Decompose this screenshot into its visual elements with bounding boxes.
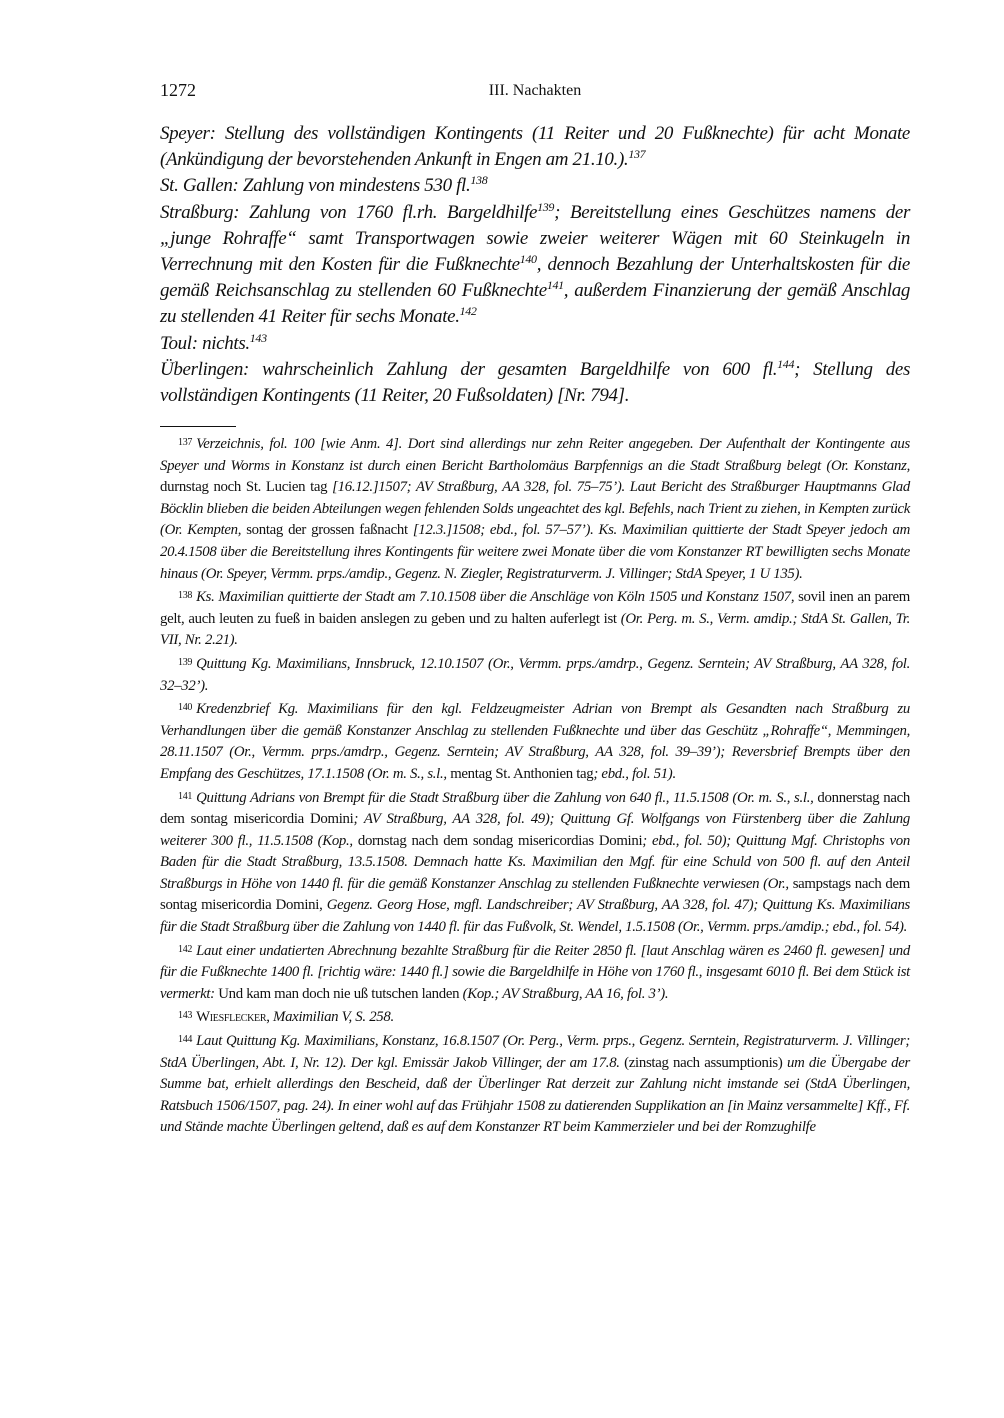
footnote-number: 139 bbox=[178, 656, 193, 668]
footnote-reference: 138 bbox=[470, 173, 488, 188]
footnote-reference: 140 bbox=[519, 252, 537, 267]
footnote-text: Gegenz. Georg Hose, mgfl. Landschreiber; AV Straßburg, AA 328, fol. 47); Quittung Ks. Maximilians für die Stadt Straßburg über die Zahlung von 1440 fl. für das Fußvolk, St. Wendel, 1.5.1508 (Or., Vermm. prps./amdip.; ebd., fol. 54). bbox=[160, 897, 911, 936]
footnote-text: Und kam man doch nie uß tutschen landen bbox=[218, 985, 463, 1002]
footnote-text: (Or. Perg. m. S., Verm. amdip.; StdA St. Gallen, Tr. VII, Nr. 2.21). bbox=[160, 610, 910, 649]
entry-text: St. Gallen: Zahlung von mindestens 530 fl. bbox=[160, 175, 471, 197]
footnote-text: dornstag nach dem sondag misericordias Domini bbox=[357, 832, 643, 849]
footnote-text: , bbox=[266, 1009, 274, 1026]
footnote bbox=[160, 432, 910, 585]
footnote-text: ; ebd., fol. 51). bbox=[593, 765, 676, 782]
footnote-text: (zinstag nach assumptionis) bbox=[624, 1054, 787, 1071]
footnote-text: um die Übergabe der Summe bat, erhielt allerdings den Bescheid, daß der Überlinger Rat derzeit zur Zahlung nicht imstande sei (StdA Überlingen, Ratsbuch 1506/1507, pag. 24). In einer wohl auf das Frühjahr 1508 zu datierenden Supplikation an [in Mainz versammelte] Kff., Ff. und Stände machte Überlingen geltend, daß es auf dem Konstanzer RT beim Kammerzieler und bei der Romzughilfe bbox=[160, 1054, 910, 1136]
footnote-text: donnerstag nach dem sontag misericordia Domini bbox=[160, 789, 910, 828]
entry-text: , außerdem Finanzierung der gemäß Anschlag zu stellenden 41 Reiter für sechs Monate. bbox=[160, 280, 910, 328]
footnote-text: ; AV Straßburg, AA 328, fol. 49); Quittung Gf. Wolfgangs von Fürstenberg über die Zahlung weiterer 300 fl., 11.5.1508 (Kop., bbox=[160, 811, 910, 849]
running-head: III. Nachakten bbox=[488, 82, 582, 99]
footnote-number: 142 bbox=[178, 943, 193, 955]
entry-text: ; Bereitstellung eines Geschützes namens der „junge Rohraffe“ samt Transportwagen sowie zweier weiterer Wägen mit 60 Steinkugeln in Verrechnung mit den Kosten für die Fußknechte bbox=[160, 201, 910, 276]
footnote-number: 137 bbox=[178, 437, 193, 448]
entry-text: Überlingen: wahrscheinlich Zahlung der gesamten Bargeldhilfe von 600 fl. bbox=[160, 358, 778, 380]
entry-text: , dennoch Bezahlung der Unterhaltskosten für die gemäß Reichsanschlag zu stellenden 60 Fußknechte bbox=[160, 254, 910, 302]
main-entry bbox=[160, 173, 910, 199]
footnotes bbox=[160, 432, 910, 1139]
footnote bbox=[160, 1005, 910, 1029]
footnote bbox=[160, 652, 910, 697]
entry-text: Toul: nichts. bbox=[160, 332, 250, 354]
footnote bbox=[160, 585, 910, 652]
footnote-number: 140 bbox=[178, 702, 193, 714]
footnote-text: Laut Quittung Kg. Maximilians, Konstanz, 16.8.1507 (Or. Perg., Verm. prps., Gegenz. Serntein, Registraturverm. J. Villinger; StdA Überlingen, Abt. I, Nr. 12). Der kgl. Emissär Jakob Villinger, der am 17.8. bbox=[160, 1033, 910, 1071]
footnote-text: sovil inen an parem gelt, auch leuten zu fueß in baiden anslegen zu geben und zu halten auferlegt ist bbox=[160, 589, 910, 627]
main-entry bbox=[160, 357, 910, 409]
footnote-text: Laut einer undatierten Abrechnung bezahlte Straßburg für die Reiter 2850 fl. [laut Anschlag wären es 2460 fl. gewesen] und für die Fußknechte 1400 fl. [richtig wäre: 1440 fl.] sowie die Bargeldhilfe in Höhe von 1760 fl., insgesamt 6010 fl. Bei dem Stück ist vermerkt: bbox=[160, 942, 910, 1002]
footnote-text: Kredenzbrief Kg. Maximilians für den kgl. Feldzeugmeister Adrian von Brempt als Gesandten nach Straßburg zu Verhandlungen über die gemäß Konstanzer Anschlag zu stellenden Fußknechte und über das Geschütz „Rohraffe“, Memmingen, 28.11.1507 (Or., Vermm. prps./amdrp., Gegenz. Serntein; AV Straßburg, AA 328, fol. 39–39’); Reversbrief Brempts über den Empfang des Geschützes, 17.1.1508 (Or. m. S., s.l., bbox=[160, 701, 910, 782]
footnote-reference: 143 bbox=[249, 330, 267, 345]
footnote-text: (Kop.; AV Straßburg, AA 16, fol. 3’). bbox=[462, 985, 669, 1002]
main-entry bbox=[160, 331, 910, 357]
footnote-number: 141 bbox=[178, 790, 193, 802]
page-number: 1272 bbox=[160, 80, 196, 100]
footnote-text: sampstags nach dem sontag misericordia Domini, bbox=[160, 875, 910, 914]
footnote-text: Quittung Adrians von Brempt für die Stadt Straßburg über die Zahlung von 640 fl., 11.5.1508 (Or. m. S., s.l., bbox=[196, 789, 818, 806]
footnote-text: [16.12.]1507; AV Straßburg, AA 328, fol. 75–75’). Laut Bericht des Straßburger Hauptmanns Glad Böcklin blieben die beiden Abteilungen wegen fehlenden Solds ungeachtet des kgl. Befehls, nach Trient zu ziehen, in Kempten zurück (Or. Kempten, bbox=[160, 479, 910, 539]
footnote-text: sontag der grossen faßnacht bbox=[246, 522, 413, 539]
footnote-text: Ks. Maximilian quittierte der Stadt am 7.10.1508 über die Anschläge von Köln 1505 und Konstanz 1507, bbox=[196, 589, 799, 606]
footnote bbox=[160, 786, 910, 939]
footnote-text: [12.3.]1508; ebd., fol. 57–57’). Ks. Maximilian quittierte der Stadt Speyer jedoch am 20.4.1508 über die Bereitstellung ihres Kontingents für weitere zwei Monate über die vom Konstanzer RT bewilligten sechs Monate hinaus (Or. Speyer, Vermm. prps./amdip., Gegenz. N. Ziegler, Registraturverm. J. Villinger; StdA Speyer, 1 U 135). bbox=[160, 522, 910, 582]
main-text bbox=[160, 121, 910, 409]
footnote-text: mentag St. Anthonien tag bbox=[450, 765, 594, 782]
page-header bbox=[160, 80, 910, 106]
footnote-number: 144 bbox=[178, 1034, 193, 1046]
footnote bbox=[160, 1029, 910, 1139]
footnote-reference: 139 bbox=[537, 199, 555, 214]
footnote-number: 143 bbox=[178, 1010, 193, 1022]
footnote-text: ; ebd., fol. 50); Quittung Mgf. Christophs von Baden für die Stadt Straßburg, 13.5.1508. Demnach hatte Ks. Maximilian den Mgf. für eine Schuld von 500 fl. auf den Anteil Straßburgs in Höhe von 1440 fl. für die gemäß Konstanzer Anschlag zu stellenden Fußknechte verwiesen (Or., bbox=[160, 832, 910, 892]
footnote bbox=[160, 697, 910, 785]
footnote-text: Verzeichnis, fol. 100 [wie Anm. 4]. Dort sind allerdings nur zehn Reiter angegeben. Der Aufenthalt der Kontingente aus Speyer und Worms in Konstanz ist durch einen Bericht Bartholomäus Barpfennigs an die Stadt Straßburg belegt (Or. Konstanz, bbox=[160, 436, 910, 474]
entry-text: Speyer: Stellung des vollständigen Kontingents (11 Reiter und 20 Fußknechte) für acht Monate (Ankündigung der bevorstehenden Ankunft in Engen am 21.10.). bbox=[160, 123, 910, 171]
main-entry bbox=[160, 121, 910, 173]
footnote-reference: 141 bbox=[546, 278, 564, 293]
footnote-text: Maximilian V, S. 258. bbox=[273, 1009, 394, 1026]
footnote-number: 138 bbox=[178, 590, 193, 602]
footnote-rule bbox=[160, 426, 236, 427]
footnote-reference: 144 bbox=[777, 356, 795, 371]
footnote-reference: 137 bbox=[628, 147, 646, 162]
footnote-reference: 142 bbox=[459, 304, 477, 319]
footnote-text: Wiesflecker bbox=[196, 1009, 267, 1026]
entry-text: ; Stellung des vollständigen Kontingents (11 Reiter, 20 Fußsoldaten) [Nr. 794]. bbox=[160, 358, 910, 407]
footnote-text: Quittung Kg. Maximilians, Innsbruck, 12.10.1507 (Or., Vermm. prps./amdrp., Gegenz. Serntein; AV Straßburg, AA 328, fol. 32–32’). bbox=[160, 655, 910, 694]
main-entry bbox=[160, 200, 910, 331]
footnote-text: durnstag noch St. Lucien tag bbox=[160, 479, 333, 496]
footnote bbox=[160, 939, 910, 1006]
entry-text: Straßburg: Zahlung von 1760 fl.rh. Bargeldhilfe bbox=[160, 201, 538, 223]
